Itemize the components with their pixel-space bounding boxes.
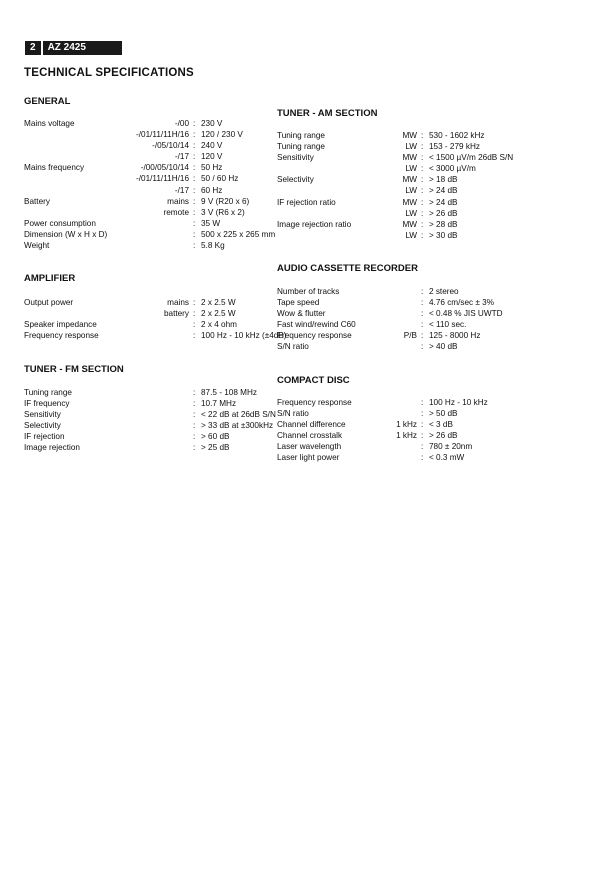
spec-label: Frequency response: [277, 398, 352, 407]
spec-value: 50 Hz: [201, 163, 223, 173]
spec-label: IF frequency: [24, 399, 70, 409]
spec-colon: :: [193, 185, 196, 195]
spec-colon: :: [421, 320, 424, 330]
spec-colon: :: [193, 331, 196, 341]
spec-value: > 24 dB: [429, 197, 458, 207]
spec-colon: :: [421, 453, 424, 463]
spec-colon: :: [421, 131, 424, 140]
spec-value: 35 W: [201, 218, 221, 228]
spec-value: > 28 dB: [429, 219, 458, 229]
spec-value: < 22 dB at 26dB S/N: [201, 410, 276, 420]
spec-colon: :: [193, 218, 196, 228]
spec-label: Weight: [24, 241, 50, 251]
spec-value: 2 x 4 ohm: [201, 320, 237, 330]
spec-value: 4.76 cm/sec ± 3%: [429, 298, 495, 308]
spec-value: > 40 dB: [429, 342, 458, 352]
spec-label: Wow & flutter: [277, 309, 326, 319]
spec-colon: :: [421, 409, 424, 419]
page-header-badge: [25, 41, 122, 55]
spec-value: 87.5 - 108 MHz: [201, 388, 257, 397]
spec-colon: :: [421, 342, 424, 352]
spec-value: 500 x 225 x 265 mm: [201, 229, 276, 239]
spec-value: > 60 dB: [201, 432, 230, 442]
model-name: AZ 2425: [43, 41, 122, 55]
spec-qualifier: -/17: [174, 152, 189, 162]
spec-value: 100 Hz - 10 kHz: [429, 398, 488, 407]
spec-value: < 1500 µV/m 26dB S/N: [429, 153, 514, 163]
spec-colon: :: [193, 130, 196, 140]
spec-value: 153 - 279 kHz: [429, 142, 480, 152]
spec-colon: :: [421, 442, 424, 452]
spec-colon: :: [421, 175, 424, 185]
spec-colon: :: [193, 298, 196, 307]
spec-qualifier: -/01/11/11H/16: [136, 130, 189, 140]
spec-label: Output power: [24, 298, 74, 307]
spec-label: Frequency response: [277, 331, 352, 341]
spec-value: 125 - 8000 Hz: [429, 331, 481, 341]
spec-value: 10.7 MHz: [201, 399, 237, 409]
spec-qualifier: LW: [405, 208, 417, 218]
spec-value: 230 V: [201, 119, 223, 128]
spec-value: < 3 dB: [429, 420, 453, 430]
spec-qualifier: MW: [402, 153, 417, 163]
spec-label: Fast wind/rewind C60: [277, 320, 356, 330]
spec-qualifier: MW: [402, 197, 417, 207]
spec-value: 120 / 230 V: [201, 130, 243, 140]
spec-colon: :: [421, 331, 424, 341]
spec-label: S/N ratio: [277, 409, 309, 419]
spec-value: < 0.48 % JIS UWTD: [429, 309, 503, 319]
spec-label: Frequency response: [24, 331, 99, 341]
spec-label: Sensitivity: [24, 410, 61, 420]
spec-colon: :: [193, 174, 196, 184]
spec-qualifier: -/00: [174, 119, 189, 128]
spec-colon: :: [193, 432, 196, 442]
spec-label: Mains frequency: [24, 163, 85, 173]
spec-value: 780 ± 20nm: [429, 442, 473, 452]
spec-colon: :: [421, 431, 424, 441]
spec-qualifier: MW: [402, 175, 417, 185]
spec-value: 100 Hz - 10 kHz (±4dB): [201, 331, 287, 341]
spec-qualifier: LW: [405, 164, 417, 174]
spec-label: Laser light power: [277, 453, 340, 463]
spec-label: Tape speed: [277, 298, 320, 308]
spec-label: Channel difference: [277, 420, 346, 430]
spec-colon: :: [193, 241, 196, 251]
section-title-amplifier: AMPLIFIER: [24, 273, 76, 284]
spec-qualifier: -/01/11/11H/16: [136, 174, 189, 184]
spec-colon: :: [421, 153, 424, 163]
spec-value: > 24 dB: [429, 186, 458, 196]
spec-label: Battery: [24, 196, 50, 206]
spec-label: S/N ratio: [277, 342, 309, 352]
spec-label: Sensitivity: [277, 153, 314, 163]
spec-qualifier: 1 kHz: [396, 431, 417, 441]
spec-qualifier: MW: [402, 219, 417, 229]
spec-value: > 30 dB: [429, 230, 458, 240]
spec-colon: :: [193, 410, 196, 420]
spec-colon: :: [421, 230, 424, 240]
spec-colon: :: [193, 229, 196, 239]
spec-value: > 33 dB at ±300kHz: [201, 421, 274, 431]
spec-qualifier: -/05/10/14: [152, 141, 189, 151]
spec-label: Power consumption: [24, 218, 96, 228]
spec-value: 2 stereo: [429, 287, 459, 296]
spec-qualifier: LW: [405, 230, 417, 240]
spec-value: < 0.3 mW: [429, 453, 465, 463]
spec-qualifier: MW: [402, 131, 417, 140]
spec-value: > 26 dB: [429, 431, 458, 441]
spec-colon: :: [193, 399, 196, 409]
spec-colon: :: [193, 207, 196, 217]
spec-colon: :: [421, 219, 424, 229]
spec-label: Number of tracks: [277, 287, 340, 296]
spec-qualifier: LW: [405, 142, 417, 152]
spec-colon: :: [193, 320, 196, 330]
spec-colon: :: [193, 443, 196, 453]
spec-label: Tuning range: [277, 131, 325, 140]
spec-colon: :: [193, 309, 196, 319]
spec-qualifier: 1 kHz: [396, 420, 417, 430]
section-title-tuner-fm: TUNER - FM SECTION: [24, 364, 124, 375]
spec-colon: :: [421, 142, 424, 152]
spec-value: 240 V: [201, 141, 223, 151]
spec-qualifier: mains: [167, 298, 189, 307]
spec-value: 5.8 Kg: [201, 241, 225, 251]
spec-colon: :: [421, 186, 424, 196]
spec-label: IF rejection ratio: [277, 197, 336, 207]
spec-label: Image rejection: [24, 443, 80, 453]
spec-colon: :: [193, 421, 196, 431]
spec-qualifier: LW: [405, 186, 417, 196]
spec-label: Dimension (W x H x D): [24, 229, 108, 239]
section-title-tuner-am: TUNER - AM SECTION: [277, 108, 378, 119]
spec-colon: :: [421, 309, 424, 319]
spec-colon: :: [193, 152, 196, 162]
spec-colon: :: [193, 163, 196, 173]
page-title: TECHNICAL SPECIFICATIONS: [24, 67, 194, 79]
spec-value: > 26 dB: [429, 208, 458, 218]
spec-label: Tuning range: [277, 142, 325, 152]
spec-colon: :: [421, 197, 424, 207]
spec-label: Image rejection ratio: [277, 219, 352, 229]
spec-value: 2 x 2.5 W: [201, 298, 236, 307]
section-title-general: GENERAL: [24, 96, 71, 107]
spec-label: Selectivity: [24, 421, 61, 431]
spec-label: Selectivity: [277, 175, 314, 185]
spec-value: > 25 dB: [201, 443, 230, 453]
spec-value: < 110 sec.: [429, 320, 467, 330]
spec-label: IF rejection: [24, 432, 65, 442]
spec-label: Speaker impedance: [24, 320, 97, 330]
spec-label: Mains voltage: [24, 119, 75, 128]
spec-colon: :: [193, 119, 196, 128]
section-title-compact-disc: COMPACT DISC: [277, 375, 350, 386]
spec-label: Laser wavelength: [277, 442, 342, 452]
spec-colon: :: [193, 141, 196, 151]
spec-qualifier: remote: [163, 207, 189, 217]
spec-value: 2 x 2.5 W: [201, 309, 236, 319]
spec-value: > 50 dB: [429, 409, 458, 419]
spec-colon: :: [421, 420, 424, 430]
spec-colon: :: [421, 164, 424, 174]
spec-colon: :: [421, 287, 424, 296]
spec-value: 60 Hz: [201, 185, 223, 195]
page-number: 2: [25, 41, 41, 55]
spec-value: 3 V (R6 x 2): [201, 207, 245, 217]
spec-qualifier: -/17: [174, 185, 189, 195]
spec-qualifier: battery: [163, 309, 189, 319]
spec-value: < 3000 µV/m: [429, 164, 476, 174]
spec-value: 120 V: [201, 152, 223, 162]
spec-colon: :: [421, 298, 424, 308]
spec-label: Tuning range: [24, 388, 72, 397]
spec-value: 530 - 1602 kHz: [429, 131, 485, 140]
spec-colon: :: [421, 398, 424, 407]
spec-colon: :: [193, 388, 196, 397]
spec-label: Channel crosstalk: [277, 431, 343, 441]
spec-value: 9 V (R20 x 6): [201, 196, 250, 206]
spec-value: > 18 dB: [429, 175, 458, 185]
spec-colon: :: [421, 208, 424, 218]
section-title-cassette: AUDIO CASSETTE RECORDER: [277, 263, 418, 274]
spec-qualifier: P/B: [403, 331, 417, 341]
spec-colon: :: [193, 196, 196, 206]
spec-qualifier: -/00/05/10/14: [140, 163, 189, 173]
spec-qualifier: mains: [167, 196, 189, 206]
spec-value: 50 / 60 Hz: [201, 174, 239, 184]
